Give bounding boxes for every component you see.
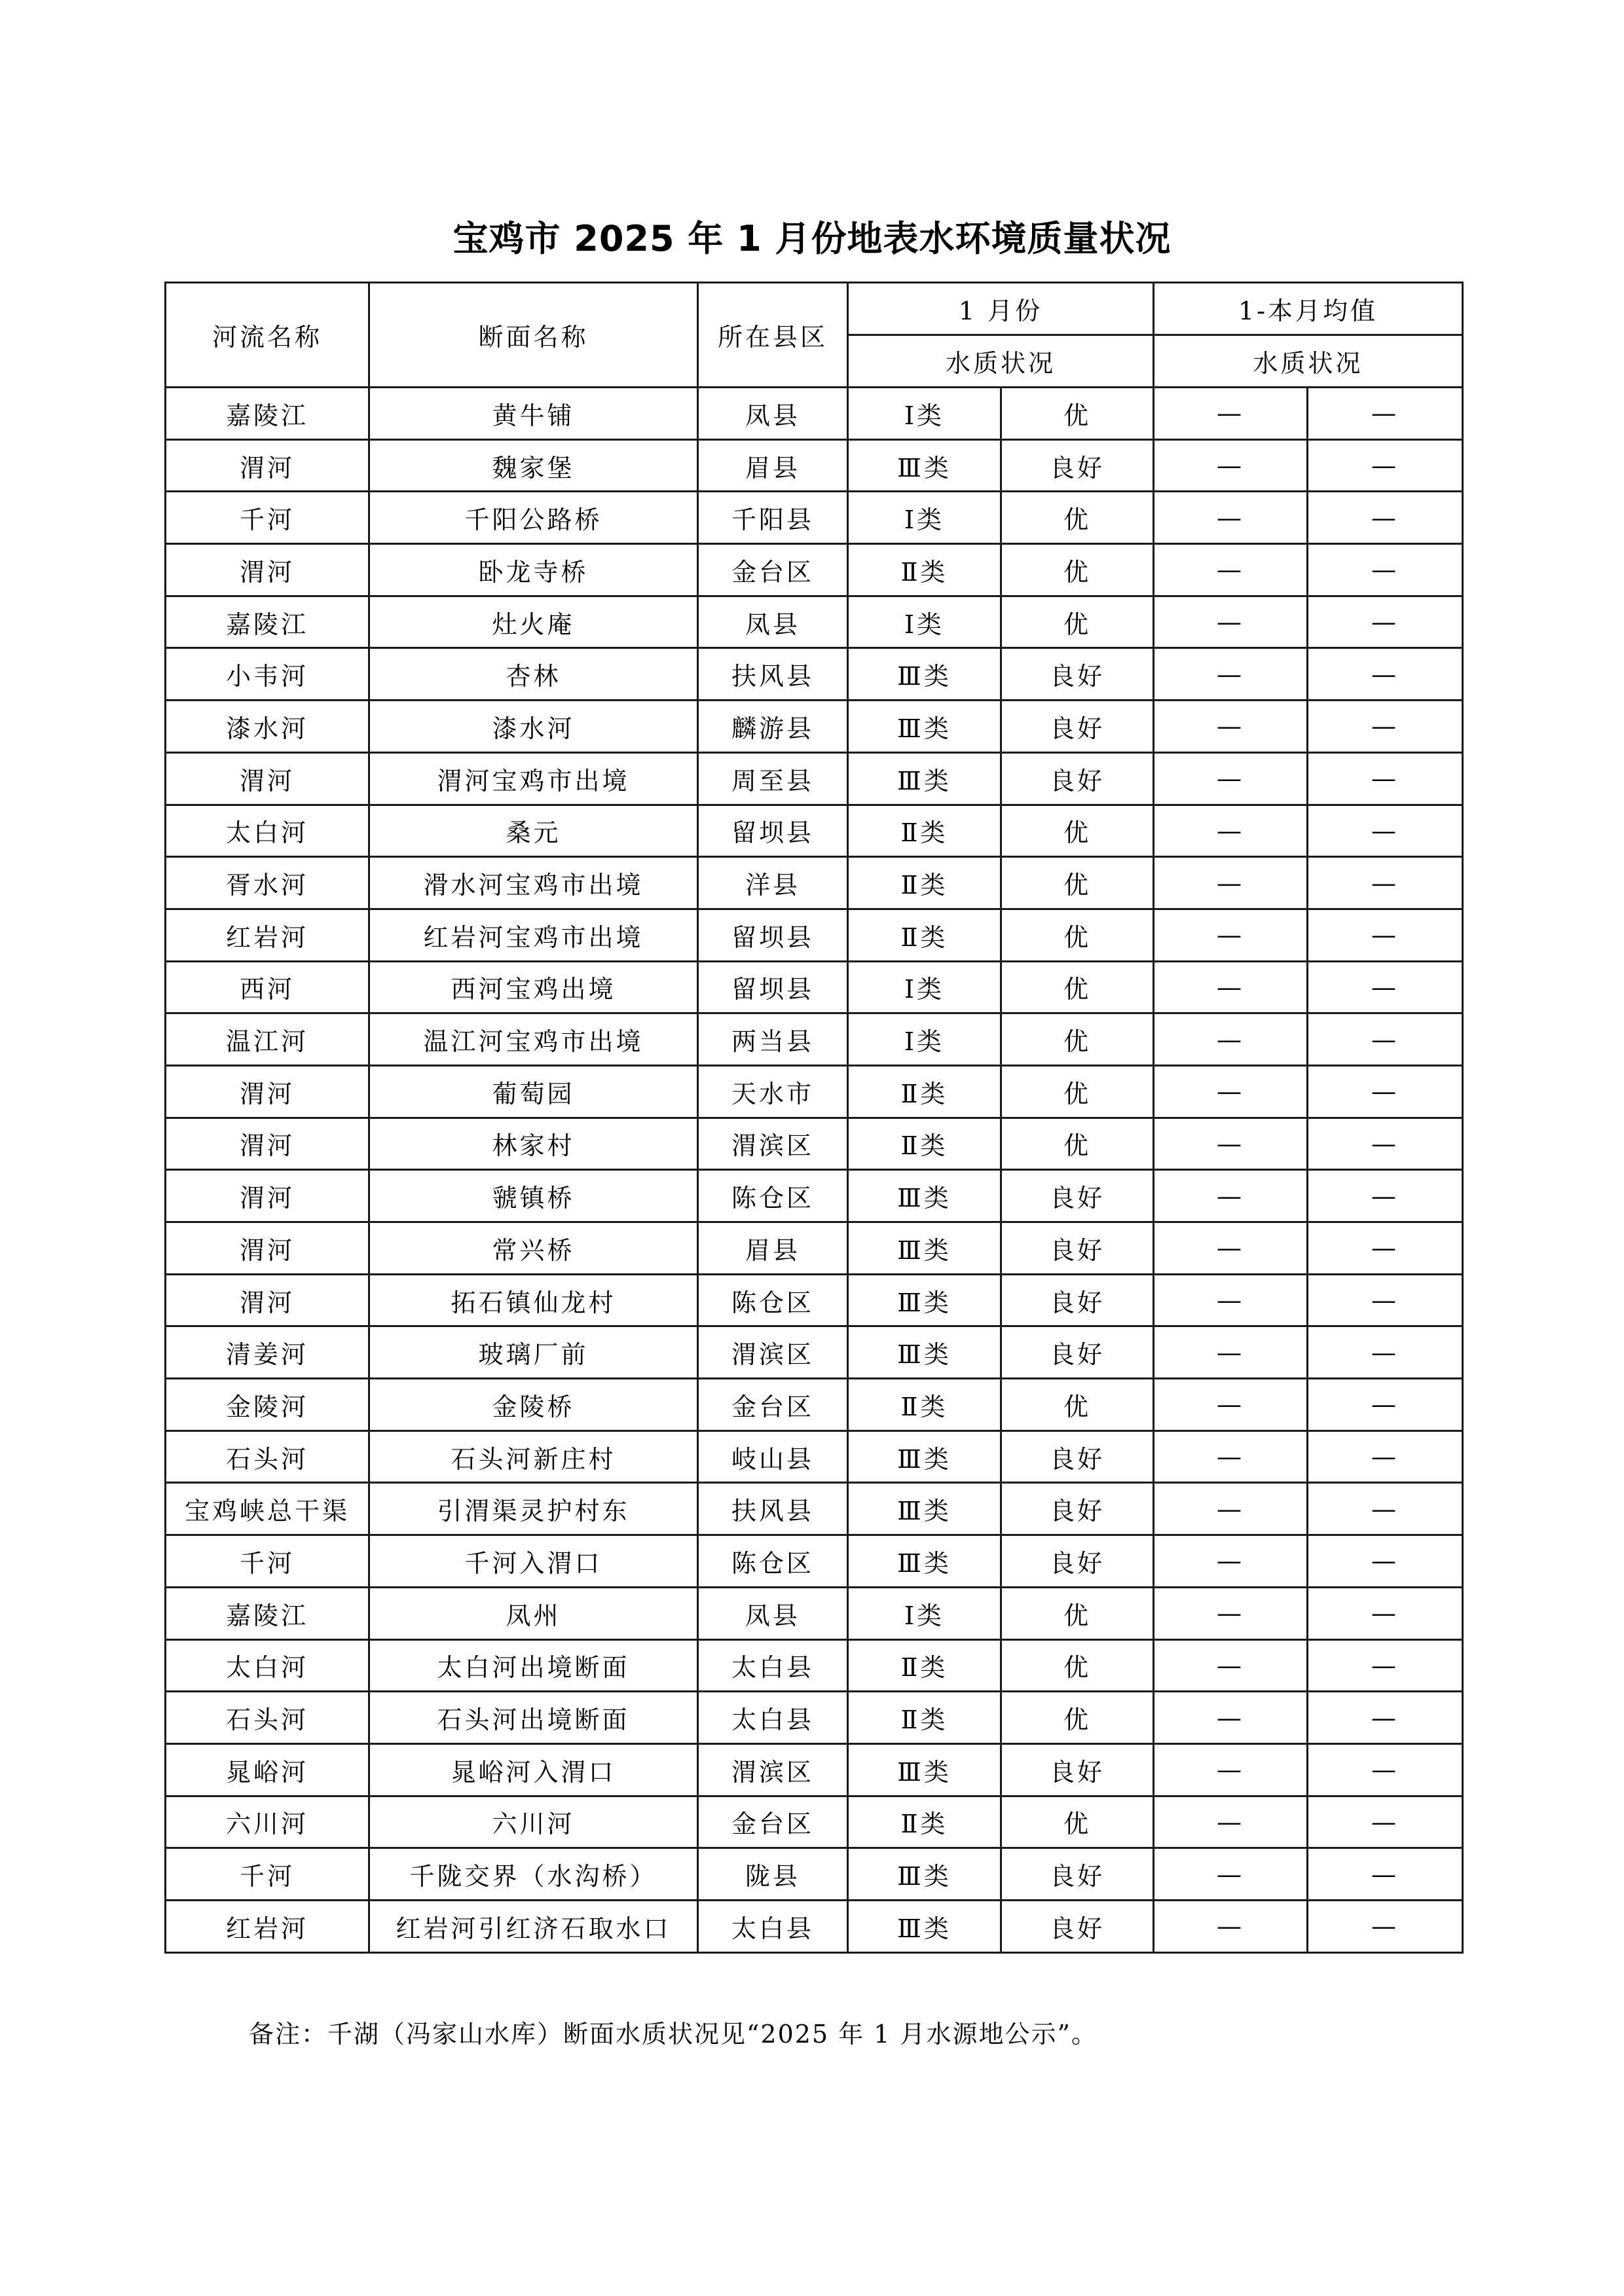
cell-month-status: 良好 xyxy=(1001,439,1154,492)
cell-average-status: — xyxy=(1308,1900,1463,1952)
cell-month-class: Ⅱ类 xyxy=(848,544,1001,596)
table-row xyxy=(166,1743,1463,1796)
table-row xyxy=(166,1587,1463,1639)
cell-county: 凤县 xyxy=(698,1587,848,1639)
header-county: 所在县区 xyxy=(698,283,848,388)
cell-county: 陈仓区 xyxy=(698,1274,848,1326)
table-row xyxy=(166,1274,1463,1326)
cell-river: 太白河 xyxy=(166,1639,369,1692)
cell-county: 太白县 xyxy=(698,1692,848,1744)
cell-month-class: Ⅲ类 xyxy=(848,1430,1001,1483)
cell-river: 渭河 xyxy=(166,1065,369,1118)
cell-section: 玻璃厂前 xyxy=(369,1326,698,1379)
cell-average-class: — xyxy=(1154,1430,1308,1483)
cell-average-class: — xyxy=(1154,1900,1308,1952)
water-quality-table xyxy=(164,282,1464,1954)
cell-month-class: Ⅲ类 xyxy=(848,1274,1001,1326)
cell-county: 千阳县 xyxy=(698,492,848,544)
cell-average-status: — xyxy=(1308,492,1463,544)
cell-county: 太白县 xyxy=(698,1639,848,1692)
cell-section: 常兴桥 xyxy=(369,1222,698,1275)
cell-month-status: 优 xyxy=(1001,909,1154,961)
cell-river: 嘉陵江 xyxy=(166,1587,369,1639)
table-row xyxy=(166,1796,1463,1848)
cell-county: 渭滨区 xyxy=(698,1743,848,1796)
cell-section: 魏家堡 xyxy=(369,439,698,492)
cell-average-status: — xyxy=(1308,1326,1463,1379)
cell-average-status: — xyxy=(1308,1848,1463,1901)
cell-river: 胥水河 xyxy=(166,857,369,909)
cell-average-class: — xyxy=(1154,1118,1308,1170)
cell-average-class: — xyxy=(1154,439,1308,492)
table-row xyxy=(166,961,1463,1013)
cell-month-status: 优 xyxy=(1001,1587,1154,1639)
cell-average-status: — xyxy=(1308,596,1463,648)
cell-average-class: — xyxy=(1154,1692,1308,1744)
cell-month-class: Ⅲ类 xyxy=(848,1222,1001,1275)
cell-average-class: — xyxy=(1154,1587,1308,1639)
cell-month-class: Ⅱ类 xyxy=(848,1118,1001,1170)
cell-average-class: — xyxy=(1154,1848,1308,1901)
cell-month-status: 优 xyxy=(1001,961,1154,1013)
cell-county: 金台区 xyxy=(698,544,848,596)
cell-month-class: Ⅲ类 xyxy=(848,1900,1001,1952)
cell-river: 渭河 xyxy=(166,1222,369,1275)
cell-river: 宝鸡峡总干渠 xyxy=(166,1483,369,1535)
cell-month-status: 良好 xyxy=(1001,1743,1154,1796)
cell-average-status: — xyxy=(1308,857,1463,909)
cell-average-class: — xyxy=(1154,1743,1308,1796)
cell-river: 渭河 xyxy=(166,1118,369,1170)
cell-month-class: Ⅲ类 xyxy=(848,1848,1001,1901)
cell-month-class: Ⅱ类 xyxy=(848,909,1001,961)
cell-river: 红岩河 xyxy=(166,1900,369,1952)
cell-month-status: 良好 xyxy=(1001,1535,1154,1588)
cell-average-class: — xyxy=(1154,857,1308,909)
cell-section: 千阳公路桥 xyxy=(369,492,698,544)
table-row xyxy=(166,648,1463,701)
cell-county: 渭滨区 xyxy=(698,1118,848,1170)
cell-average-status: — xyxy=(1308,1743,1463,1796)
cell-river: 晁峪河 xyxy=(166,1743,369,1796)
cell-section: 西河宝鸡出境 xyxy=(369,961,698,1013)
cell-river: 渭河 xyxy=(166,1274,369,1326)
table-row xyxy=(166,701,1463,753)
cell-county: 渭滨区 xyxy=(698,1326,848,1379)
table-row xyxy=(166,805,1463,857)
cell-section: 红岩河引红济石取水口 xyxy=(369,1900,698,1952)
cell-average-class: — xyxy=(1154,961,1308,1013)
cell-average-class: — xyxy=(1154,1326,1308,1379)
cell-month-status: 良好 xyxy=(1001,1900,1154,1952)
cell-river: 温江河 xyxy=(166,1013,369,1066)
cell-section: 千陇交界（水沟桥） xyxy=(369,1848,698,1901)
cell-average-class: — xyxy=(1154,648,1308,701)
cell-month-status: 良好 xyxy=(1001,701,1154,753)
cell-month-status: 优 xyxy=(1001,1692,1154,1744)
cell-month-status: 优 xyxy=(1001,1013,1154,1066)
cell-section: 漆水河 xyxy=(369,701,698,753)
table-row xyxy=(166,857,1463,909)
cell-month-status: 良好 xyxy=(1001,1222,1154,1275)
table-row xyxy=(166,1639,1463,1692)
cell-average-class: — xyxy=(1154,752,1308,805)
cell-month-class: Ⅲ类 xyxy=(848,1743,1001,1796)
cell-average-class: — xyxy=(1154,701,1308,753)
cell-county: 扶风县 xyxy=(698,648,848,701)
cell-average-status: — xyxy=(1308,1013,1463,1066)
cell-river: 千河 xyxy=(166,492,369,544)
cell-section: 灶火庵 xyxy=(369,596,698,648)
cell-month-class: Ⅱ类 xyxy=(848,805,1001,857)
cell-month-status: 优 xyxy=(1001,596,1154,648)
cell-average-status: — xyxy=(1308,1483,1463,1535)
cell-river: 漆水河 xyxy=(166,701,369,753)
cell-month-status: 优 xyxy=(1001,1379,1154,1431)
cell-average-status: — xyxy=(1308,1430,1463,1483)
cell-average-class: — xyxy=(1154,909,1308,961)
cell-average-status: — xyxy=(1308,1274,1463,1326)
cell-average-class: — xyxy=(1154,1013,1308,1066)
cell-month-status: 优 xyxy=(1001,1118,1154,1170)
cell-average-status: — xyxy=(1308,1796,1463,1848)
cell-section: 太白河出境断面 xyxy=(369,1639,698,1692)
cell-county: 扶风县 xyxy=(698,1483,848,1535)
cell-section: 虢镇桥 xyxy=(369,1170,698,1222)
cell-county: 凤县 xyxy=(698,388,848,440)
cell-county: 金台区 xyxy=(698,1796,848,1848)
cell-month-class: Ⅲ类 xyxy=(848,439,1001,492)
cell-county: 天水市 xyxy=(698,1065,848,1118)
cell-month-status: 优 xyxy=(1001,1065,1154,1118)
table-row xyxy=(166,388,1463,440)
cell-river: 渭河 xyxy=(166,439,369,492)
cell-average-status: — xyxy=(1308,1692,1463,1744)
table-row xyxy=(166,752,1463,805)
cell-month-class: Ⅰ类 xyxy=(848,492,1001,544)
cell-month-class: Ⅲ类 xyxy=(848,648,1001,701)
table-row xyxy=(166,1535,1463,1588)
cell-county: 陇县 xyxy=(698,1848,848,1901)
header-average-group: 1-本月均值 xyxy=(1154,283,1463,335)
table-row xyxy=(166,1379,1463,1431)
cell-month-status: 优 xyxy=(1001,1639,1154,1692)
cell-average-class: — xyxy=(1154,1639,1308,1692)
cell-county: 陈仓区 xyxy=(698,1535,848,1588)
cell-section: 千河入渭口 xyxy=(369,1535,698,1588)
cell-county: 留坝县 xyxy=(698,909,848,961)
cell-section: 引渭渠灵护村东 xyxy=(369,1483,698,1535)
cell-river: 太白河 xyxy=(166,805,369,857)
footnote: 备注：千湖（冯家山水库）断面水质状况见“2025 年 1 月水源地公示”。 xyxy=(249,2020,1098,2049)
cell-section: 葡萄园 xyxy=(369,1065,698,1118)
cell-river: 渭河 xyxy=(166,1170,369,1222)
cell-average-status: — xyxy=(1308,1222,1463,1275)
cell-river: 渭河 xyxy=(166,544,369,596)
cell-county: 陈仓区 xyxy=(698,1170,848,1222)
cell-average-class: — xyxy=(1154,544,1308,596)
cell-section: 杏林 xyxy=(369,648,698,701)
cell-month-class: Ⅲ类 xyxy=(848,701,1001,753)
cell-river: 六川河 xyxy=(166,1796,369,1848)
cell-average-class: — xyxy=(1154,1483,1308,1535)
table-row xyxy=(166,909,1463,961)
cell-average-class: — xyxy=(1154,388,1308,440)
header-month-quality: 水质状况 xyxy=(848,335,1154,388)
cell-section: 拓石镇仙龙村 xyxy=(369,1274,698,1326)
cell-month-class: Ⅰ类 xyxy=(848,388,1001,440)
cell-section: 林家村 xyxy=(369,1118,698,1170)
cell-river: 石头河 xyxy=(166,1692,369,1744)
cell-month-status: 优 xyxy=(1001,857,1154,909)
table-row xyxy=(166,492,1463,544)
cell-river: 千河 xyxy=(166,1535,369,1588)
cell-county: 凤县 xyxy=(698,596,848,648)
cell-average-class: — xyxy=(1154,1535,1308,1588)
cell-average-status: — xyxy=(1308,544,1463,596)
table-row xyxy=(166,1430,1463,1483)
table-row xyxy=(166,1118,1463,1170)
cell-river: 千河 xyxy=(166,1848,369,1901)
cell-section: 桑元 xyxy=(369,805,698,857)
cell-average-status: — xyxy=(1308,648,1463,701)
cell-section: 卧龙寺桥 xyxy=(369,544,698,596)
cell-month-status: 良好 xyxy=(1001,1170,1154,1222)
cell-average-status: — xyxy=(1308,752,1463,805)
page-title: 宝鸡市 2025 年 1 月份地表水环境质量状况 xyxy=(452,218,1172,259)
cell-month-status: 良好 xyxy=(1001,752,1154,805)
cell-section: 温江河宝鸡市出境 xyxy=(369,1013,698,1066)
cell-month-status: 优 xyxy=(1001,1796,1154,1848)
cell-county: 太白县 xyxy=(698,1900,848,1952)
cell-month-class: Ⅱ类 xyxy=(848,1379,1001,1431)
cell-average-status: — xyxy=(1308,1118,1463,1170)
cell-month-status: 良好 xyxy=(1001,1483,1154,1535)
cell-month-status: 优 xyxy=(1001,388,1154,440)
cell-month-class: Ⅲ类 xyxy=(848,1483,1001,1535)
cell-county: 两当县 xyxy=(698,1013,848,1066)
cell-average-status: — xyxy=(1308,701,1463,753)
cell-average-class: — xyxy=(1154,1796,1308,1848)
table-row xyxy=(166,544,1463,596)
cell-month-status: 良好 xyxy=(1001,1326,1154,1379)
cell-county: 留坝县 xyxy=(698,961,848,1013)
cell-average-status: — xyxy=(1308,805,1463,857)
cell-river: 金陵河 xyxy=(166,1379,369,1431)
cell-section: 滑水河宝鸡市出境 xyxy=(369,857,698,909)
cell-section: 晁峪河入渭口 xyxy=(369,1743,698,1796)
cell-county: 眉县 xyxy=(698,1222,848,1275)
cell-average-status: — xyxy=(1308,1639,1463,1692)
cell-section: 凤州 xyxy=(369,1587,698,1639)
table-row xyxy=(166,1848,1463,1901)
cell-month-status: 良好 xyxy=(1001,1430,1154,1483)
cell-month-class: Ⅱ类 xyxy=(848,1065,1001,1118)
cell-month-status: 优 xyxy=(1001,544,1154,596)
header-month-group: 1 月份 xyxy=(848,283,1154,335)
cell-month-class: Ⅱ类 xyxy=(848,1639,1001,1692)
cell-average-status: — xyxy=(1308,439,1463,492)
cell-section: 六川河 xyxy=(369,1796,698,1848)
cell-river: 小韦河 xyxy=(166,648,369,701)
header-section: 断面名称 xyxy=(369,283,698,388)
cell-average-status: — xyxy=(1308,961,1463,1013)
cell-average-status: — xyxy=(1308,1379,1463,1431)
cell-county: 眉县 xyxy=(698,439,848,492)
table-row xyxy=(166,1900,1463,1952)
cell-river: 渭河 xyxy=(166,752,369,805)
header-row-1 xyxy=(166,283,1463,335)
cell-section: 石头河新庄村 xyxy=(369,1430,698,1483)
cell-average-class: — xyxy=(1154,596,1308,648)
cell-section: 金陵桥 xyxy=(369,1379,698,1431)
cell-river: 石头河 xyxy=(166,1430,369,1483)
cell-month-class: Ⅲ类 xyxy=(848,1170,1001,1222)
table-row xyxy=(166,1222,1463,1275)
cell-river: 嘉陵江 xyxy=(166,596,369,648)
cell-section: 石头河出境断面 xyxy=(369,1692,698,1744)
cell-month-class: Ⅲ类 xyxy=(848,1535,1001,1588)
cell-county: 岐山县 xyxy=(698,1430,848,1483)
cell-month-class: Ⅲ类 xyxy=(848,752,1001,805)
cell-average-status: — xyxy=(1308,1065,1463,1118)
table-row xyxy=(166,596,1463,648)
table-row xyxy=(166,1483,1463,1535)
cell-river: 嘉陵江 xyxy=(166,388,369,440)
table-row xyxy=(166,1692,1463,1744)
header-average-quality: 水质状况 xyxy=(1154,335,1463,388)
cell-month-status: 良好 xyxy=(1001,648,1154,701)
cell-county: 麟游县 xyxy=(698,701,848,753)
cell-month-class: Ⅰ类 xyxy=(848,1587,1001,1639)
cell-month-status: 优 xyxy=(1001,805,1154,857)
cell-average-class: — xyxy=(1154,1065,1308,1118)
cell-county: 金台区 xyxy=(698,1379,848,1431)
cell-river: 红岩河 xyxy=(166,909,369,961)
cell-section: 黄牛铺 xyxy=(369,388,698,440)
table-row xyxy=(166,439,1463,492)
cell-average-status: — xyxy=(1308,388,1463,440)
cell-section: 渭河宝鸡市出境 xyxy=(369,752,698,805)
header-river: 河流名称 xyxy=(166,283,369,388)
cell-month-class: Ⅰ类 xyxy=(848,596,1001,648)
cell-average-class: — xyxy=(1154,1379,1308,1431)
cell-average-status: — xyxy=(1308,1535,1463,1588)
cell-average-class: — xyxy=(1154,492,1308,544)
cell-county: 洋县 xyxy=(698,857,848,909)
cell-month-class: Ⅱ类 xyxy=(848,1692,1001,1744)
cell-county: 周至县 xyxy=(698,752,848,805)
cell-month-class: Ⅲ类 xyxy=(848,1326,1001,1379)
cell-average-status: — xyxy=(1308,1170,1463,1222)
cell-month-class: Ⅱ类 xyxy=(848,857,1001,909)
cell-month-status: 优 xyxy=(1001,492,1154,544)
cell-average-class: — xyxy=(1154,1274,1308,1326)
cell-month-class: Ⅰ类 xyxy=(848,961,1001,1013)
cell-month-status: 良好 xyxy=(1001,1848,1154,1901)
cell-river: 西河 xyxy=(166,961,369,1013)
cell-river: 清姜河 xyxy=(166,1326,369,1379)
table-row xyxy=(166,1013,1463,1066)
cell-average-status: — xyxy=(1308,1587,1463,1639)
table-row xyxy=(166,1065,1463,1118)
cell-average-class: — xyxy=(1154,1170,1308,1222)
cell-month-class: Ⅰ类 xyxy=(848,1013,1001,1066)
cell-section: 红岩河宝鸡市出境 xyxy=(369,909,698,961)
cell-average-class: — xyxy=(1154,805,1308,857)
cell-county: 留坝县 xyxy=(698,805,848,857)
cell-month-status: 良好 xyxy=(1001,1274,1154,1326)
cell-month-class: Ⅱ类 xyxy=(848,1796,1001,1848)
table-row xyxy=(166,1170,1463,1222)
table-row xyxy=(166,1326,1463,1379)
cell-average-class: — xyxy=(1154,1222,1308,1275)
cell-average-status: — xyxy=(1308,909,1463,961)
